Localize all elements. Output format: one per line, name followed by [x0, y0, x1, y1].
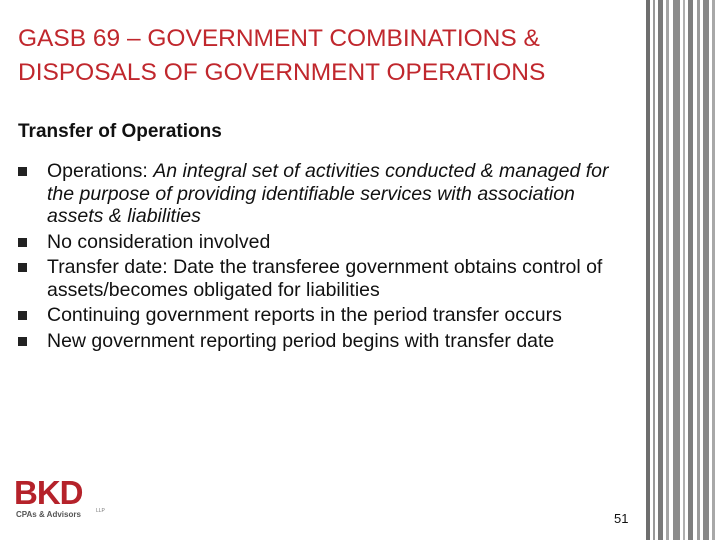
bullet-definition: An integral set of activities conducted & managed for the purpose of providing identifiable services with association assets & liabilities — [47, 160, 609, 227]
bullet-term: Operations: — [47, 160, 154, 182]
stripe — [666, 0, 669, 540]
stripe — [712, 0, 715, 540]
logo-tagline: CPAs & Advisors — [16, 510, 81, 519]
square-bullet-icon — [18, 238, 27, 247]
bullet-item-consideration — [18, 231, 633, 254]
bullet-text: No consideration involved — [47, 230, 271, 253]
stripe — [673, 0, 680, 540]
stripe — [653, 0, 655, 540]
slide-title: GASB 69 – GOVERNMENT COMBINATIONS & DISPOSALS OF GOVERNMENT OPERATIONS — [18, 25, 546, 86]
bullet-text: Transfer date: Date the transferee government obtains control of assets/becomes obligated for liabilities — [47, 256, 603, 301]
square-bullet-icon — [18, 337, 27, 346]
bullet-text: New government reporting period begins with transfer date — [47, 329, 555, 352]
logo-llp: LLP — [96, 508, 105, 514]
logo-mark: BKD — [14, 474, 83, 511]
stripe — [646, 0, 650, 540]
slide-number: 51 — [614, 511, 629, 526]
bullet-item-continuing-government — [18, 304, 633, 327]
bullet-item-new-government — [18, 330, 633, 353]
bullet-item-transfer-date — [18, 256, 633, 301]
square-bullet-icon — [18, 311, 27, 320]
square-bullet-icon — [18, 167, 27, 176]
decorative-stripes — [646, 0, 720, 540]
bullet-list — [18, 160, 633, 355]
square-bullet-icon — [18, 263, 27, 272]
stripe — [688, 0, 693, 540]
bullet-item-operations — [18, 160, 633, 228]
stripe — [658, 0, 663, 540]
stripe — [697, 0, 700, 540]
slide-subtitle: Transfer of Operations — [18, 121, 222, 142]
stripe — [703, 0, 709, 540]
bkd-logo — [14, 474, 114, 528]
bullet-text: Continuing government reports in the period transfer occurs — [47, 304, 562, 326]
stripe — [683, 0, 685, 540]
